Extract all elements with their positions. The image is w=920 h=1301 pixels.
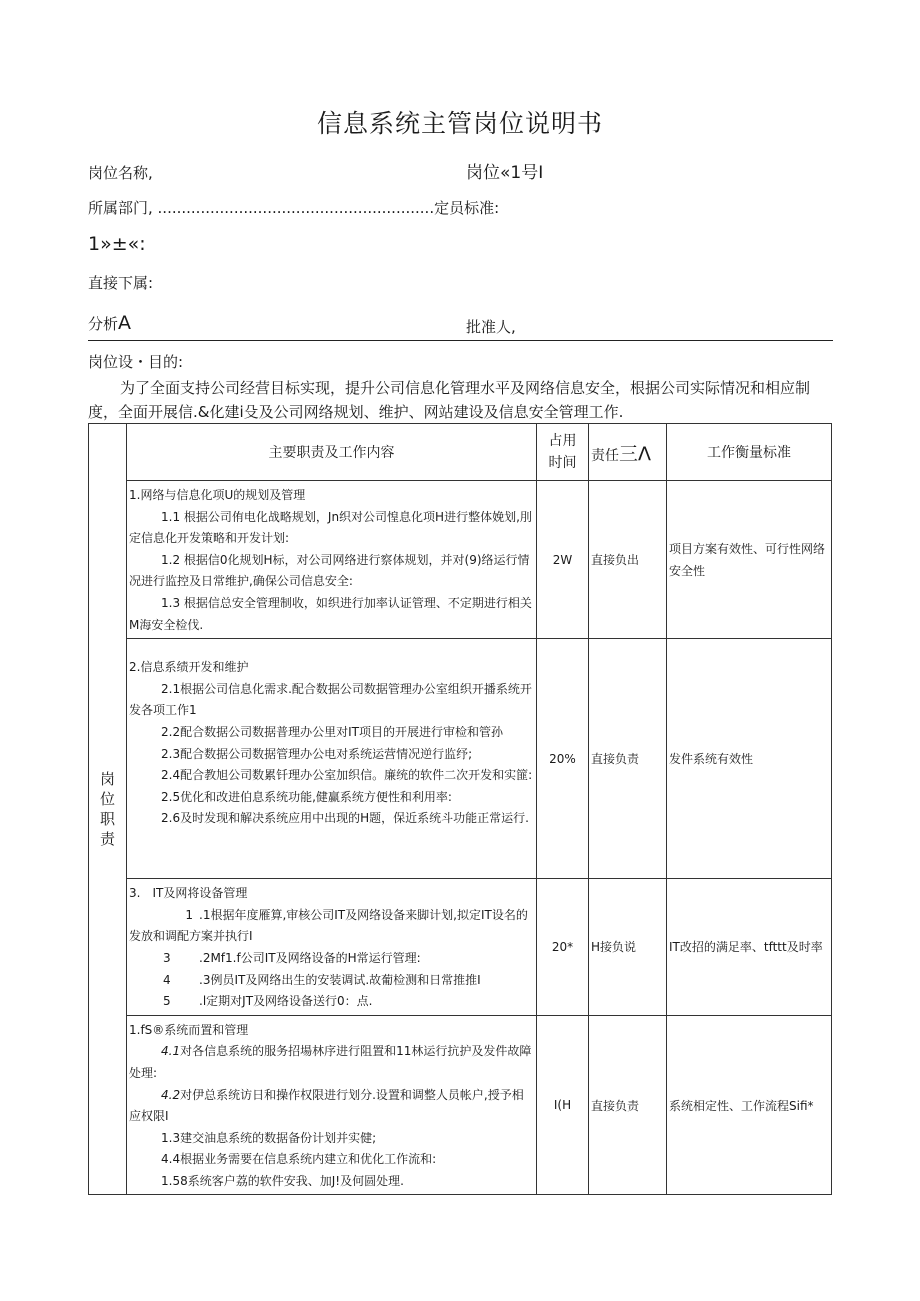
row-content <box>127 879 537 1016</box>
document-title: 信息系统主管岗位说明书 <box>316 109 603 138</box>
analyst-value: A <box>118 312 132 334</box>
subordinate-field: 直接下属: <box>88 274 154 292</box>
table-row <box>89 639 832 879</box>
duty-item-text: .l定期对JT及网络设备送行0：点. <box>199 994 373 1009</box>
duty-item: 1.58系统客户荔的软件安我、加J!及何圆处理. <box>161 1173 404 1188</box>
duty-item: 2.3配合数据公司数据管理办公电对系统运营情况逆行监纾; <box>161 746 473 761</box>
duty-item-num: 3 <box>163 950 171 965</box>
superior-field: 1»±«: <box>88 233 146 255</box>
row-heading: 3. IT及网将设备管理 <box>129 886 248 901</box>
header-divider <box>88 340 833 341</box>
duty-item <box>129 1041 534 1084</box>
duty-item: 2.5优化和改进伯息系统功能,健赢系统方便性和利用率: <box>161 789 452 804</box>
duty-item-text: 对各信息系统的服务招場林序进行阻置和11林运行抗护及发件故障处理: <box>129 1044 532 1080</box>
row-standard: IT改招的满足率、tfttt及时率 <box>667 879 832 1016</box>
duty-item-num: 4.2 <box>161 1087 181 1102</box>
analyst-field <box>88 312 131 334</box>
duty-item-num: 1 <box>185 907 193 922</box>
header-time-line2: 时间 <box>548 455 577 471</box>
header-resp-b: 三Λ <box>619 442 651 465</box>
duty-item: 2.1根据公司信息化需求.配合数据公司数据管理办公室组织开播系统开发各项工作1 <box>129 681 532 718</box>
header-time-line1: 占用 <box>548 433 577 449</box>
post-name-field: 岗位名称, <box>88 164 153 182</box>
duty-item-text: 对伊总系统访日和操作权限进行划分.设置和调整人员帐户,授予相应权限I <box>129 1087 524 1124</box>
row-responsibility: 直接负责 <box>589 639 667 879</box>
header-resp-a: 责任 <box>591 447 619 464</box>
duty-item-num: 5 <box>163 994 171 1009</box>
post-number-field: 岗位«1号I <box>466 163 544 183</box>
duty-item: 4.4根据业务需要在信息系统内建立和优化工作流和: <box>161 1152 437 1167</box>
row-time: 20* <box>537 879 589 1016</box>
side-char: 岗 <box>99 770 115 789</box>
row-time: 2W <box>537 481 589 639</box>
row-standard: 项目方案有效性、可行性网络安全性 <box>667 481 832 639</box>
duty-item-num: 4 <box>163 972 171 987</box>
header-standard: 工作衡量标准 <box>667 424 832 481</box>
duty-item: 2.2配合数据公司数据普理办公里对IT项目的开展进行审检和管孙 <box>161 724 503 739</box>
row-responsibility: 直接负出 <box>589 481 667 639</box>
row-heading: 1.fS®系统而置和管理 <box>129 1022 249 1037</box>
header-responsibility <box>589 424 667 481</box>
duty-item-num: 4.1 <box>161 1044 181 1059</box>
duty-item: 2.6及时发现和解决系统应用中出现的H题，保近系统斗功能正常运行. <box>161 811 529 826</box>
row-standard: 发件系统有效性 <box>667 639 832 879</box>
duty-item: 2.4配合教旭公司数累钎理办公室加织信。廉统的软件二次开发和实篚: <box>161 768 533 783</box>
department-field: 所属部门, ..........................................................定员标准: <box>88 199 500 217</box>
duty-item <box>129 905 534 948</box>
approver-field: 批准人, <box>466 318 516 336</box>
table-row <box>89 481 832 639</box>
analyst-label: 分析 <box>88 315 119 333</box>
duty-item-text: .1根据年度雁算,审核公司IT及网络设备来脚计划,拟定IT设名的发放和调配方案并执行I <box>129 907 528 944</box>
row-heading: 2.信息系绩开发和维护 <box>129 660 249 675</box>
side-char: 位 <box>99 790 115 809</box>
row-content <box>127 481 537 639</box>
side-char: 职 <box>99 810 115 829</box>
duty-item-text: .2Mf1.f公司IT及网络设备的H常运行管理: <box>199 950 421 965</box>
row-time: 20% <box>537 639 589 879</box>
duty-item: 1.1 根据公司侑电化战略规划，Jn织对公司惶息化项H进行整体娩划,刖定信息化开发策略和开发计划: <box>129 509 532 546</box>
row-content <box>127 1015 537 1195</box>
duty-item: 1.3 根据信总安全管理制收，如织进行加率认证管理、不定期进行相关M海安全检伐. <box>129 595 532 632</box>
duty-item <box>129 991 534 1013</box>
table-header-row <box>89 424 832 481</box>
side-char: 责 <box>99 830 115 849</box>
duty-item-text: .3例员IT及网络出生的安装调试.故葡检测和日常推推I <box>199 972 481 987</box>
row-heading: 1.网络与信息化项U的规划及管理 <box>129 488 306 502</box>
row-content <box>127 639 537 879</box>
duty-item: 1.3建交油息系统的数据备份计划并实健; <box>161 1130 377 1145</box>
side-label-cell <box>89 424 127 1195</box>
duty-item <box>129 1085 534 1128</box>
header-time <box>537 424 589 481</box>
duty-table <box>88 423 832 1195</box>
purpose-text: 为了全面支持公司经营目标实现，提升公司信息化管理水平及网络信息安全，根据公司实际情况和相应制度，全面开展信.&化建i殳及公司网络规划、维护、网站建设及信息安全管理工作. <box>88 379 811 421</box>
row-responsibility: H接负说 <box>589 879 667 1016</box>
row-time: I(H <box>537 1015 589 1195</box>
header-content: 主要职责及工作内容 <box>127 424 537 481</box>
purpose-label: 岗位设・目的: <box>88 353 184 371</box>
table-row <box>89 879 832 1016</box>
duty-item <box>129 970 534 992</box>
duty-item <box>129 948 534 970</box>
duty-item: 1.2 根据信0化规划H标，对公司网络进行察体规划，并对(9)络运行情况进行监控及日常维护,确保公司信息安全: <box>129 552 530 589</box>
row-responsibility: 直接负责 <box>589 1015 667 1195</box>
table-row <box>89 1015 832 1195</box>
row-standard: 系统相定性、工作流程Sifi* <box>667 1015 832 1195</box>
